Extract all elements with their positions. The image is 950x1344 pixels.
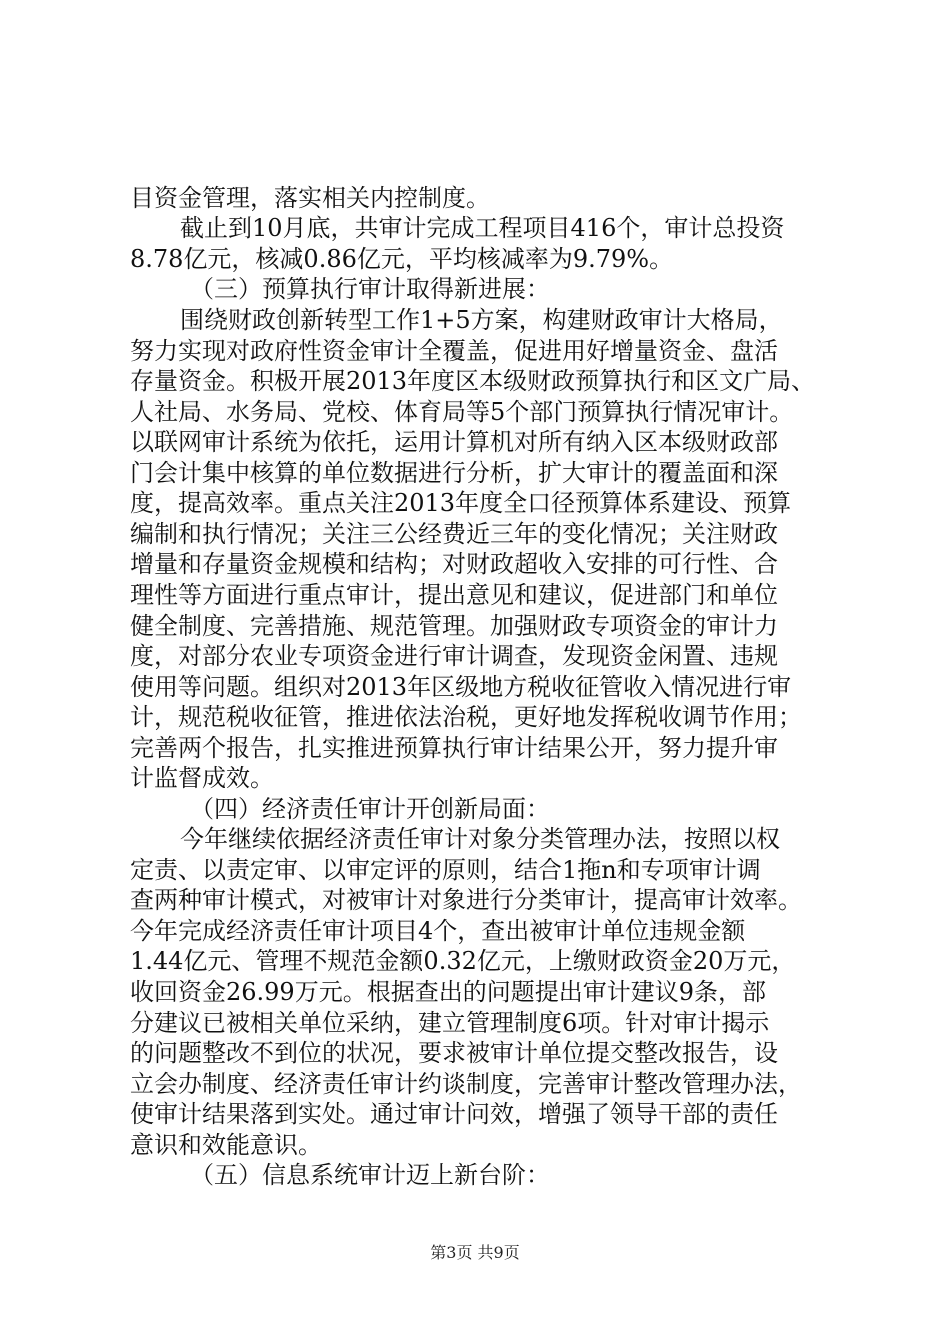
text-line: 使审计结果落到实处。通过审计问效，增强了领导干部的责任 — [130, 1100, 778, 1128]
text-line: 存量资金。积极开展2013年度区本级财政预算执行和区文广局、 — [130, 367, 816, 395]
text-line: 编制和执行情况；关注三公经费近三年的变化情况；关注财政 — [130, 520, 778, 548]
text-line: 健全制度、完善措施、规范管理。加强财政专项资金的审计力 — [130, 612, 778, 640]
text-line: 定责、以责定审、以审定评的原则，结合1拖n和专项审计调 — [130, 856, 761, 884]
text-line: 意识和效能意识。 — [130, 1131, 322, 1159]
text-line: 努力实现对政府性资金审计全覆盖，促进用好增量资金、盘活 — [130, 337, 778, 365]
text-line: 人社局、水务局、党校、体育局等5个部门预算执行情况审计。 — [130, 398, 794, 426]
text-line: 截止到10月底，共审计完成工程项目416个，审计总投资 — [180, 214, 785, 242]
text-line: 8.78亿元，核减0.86亿元，平均核减率为9.79%。 — [130, 245, 674, 273]
text-line: 查两种审计模式，对被审计对象进行分类审计，提高审计效率。 — [130, 886, 802, 914]
section-heading-3: （三）预算执行审计取得新进展： — [190, 275, 550, 303]
text-line: 增量和存量资金规模和结构；对财政超收入安排的可行性、合 — [130, 550, 778, 578]
text-line: 完善两个报告，扎实推进预算执行审计结果公开，努力提升审 — [130, 734, 778, 762]
text-line: 收回资金26.99万元。根据查出的问题提出审计建议9条，部 — [130, 978, 766, 1006]
text-line: 以联网审计系统为依托，运用计算机对所有纳入区本级财政部 — [130, 428, 778, 456]
text-line: 立会办制度、经济责任审计约谈制度，完善审计整改管理办法， — [130, 1070, 802, 1098]
text-line: 度，对部分农业专项资金进行审计调查，发现资金闲置、违规 — [130, 642, 778, 670]
text-line: 的问题整改不到位的状况，要求被审计单位提交整改报告，设 — [130, 1039, 778, 1067]
text-line: 门会计集中核算的单位数据进行分析，扩大审计的覆盖面和深 — [130, 459, 778, 487]
text-line: 度，提高效率。重点关注2013年度全口径预算体系建设、预算 — [130, 489, 792, 517]
section-heading-4: （四）经济责任审计开创新局面： — [190, 795, 550, 823]
text-line: 理性等方面进行重点审计，提出意见和建议，促进部门和单位 — [130, 581, 778, 609]
text-line: 围绕财政创新转型工作1+5方案，构建财政审计大格局， — [180, 306, 783, 334]
text-line: 今年完成经济责任审计项目4个，查出被审计单位违规金额 — [130, 917, 746, 945]
section-heading-5: （五）信息系统审计迈上新台阶： — [190, 1161, 550, 1189]
text-line: 1.44亿元、管理不规范金额0.32亿元，上缴财政资金20万元， — [130, 947, 796, 975]
text-line: 使用等问题。组织对2013年区级地方税收征管收入情况进行审 — [130, 673, 792, 701]
text-line: 今年继续依据经济责任审计对象分类管理办法，按照以权 — [180, 825, 780, 853]
text-line: 计，规范税收征管，推进依法治税，更好地发挥税收调节作用； — [130, 703, 802, 731]
text-line: 目资金管理，落实相关内控制度。 — [130, 184, 490, 212]
page-number-footer: 第3页 共9页 — [430, 1243, 520, 1262]
text-line: 计监督成效。 — [130, 764, 274, 792]
text-line: 分建议已被相关单位采纳，建立管理制度6项。针对审计揭示 — [130, 1009, 770, 1037]
